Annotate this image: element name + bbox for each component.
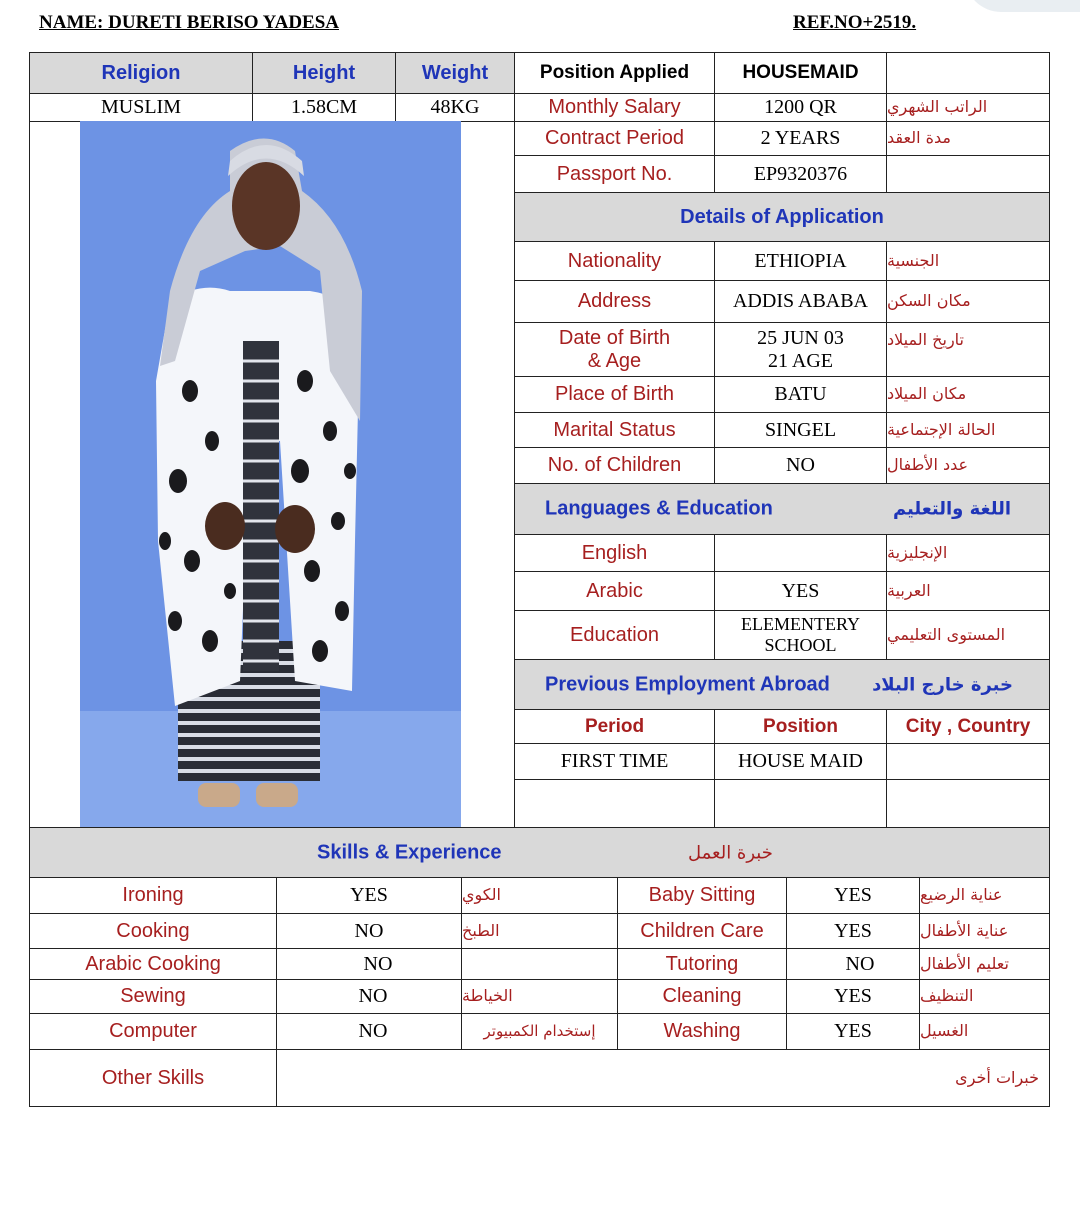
- address-label: Address: [514, 280, 715, 323]
- children-label: No. of Children: [514, 447, 715, 484]
- skill-tutoring-label: Tutoring: [617, 948, 787, 980]
- passport-label: Passport No.: [514, 155, 715, 193]
- arabic-value: YES: [714, 571, 887, 611]
- passport-arabic: [886, 155, 1050, 193]
- skill-ironing-label: Ironing: [29, 877, 277, 914]
- skill-baby-sitting-arabic: عناية الرضيع: [919, 877, 1050, 914]
- english-label: English: [514, 534, 715, 572]
- height-value: 1.58CM: [252, 93, 396, 122]
- contract-period-arabic: مدة العقد: [886, 121, 1050, 156]
- dob-label-line2: & Age: [587, 349, 642, 372]
- skill-arabic-cooking-value: NO: [276, 948, 462, 980]
- skill-cleaning-arabic: التنظيف: [919, 979, 1050, 1014]
- reference-number: REF.NO+2519.: [793, 12, 917, 33]
- skill-sewing-value: NO: [276, 979, 462, 1014]
- skill-children-care-label: Children Care: [617, 913, 787, 949]
- skill-sewing-arabic: الخياطة: [461, 979, 618, 1014]
- skill-arabic-cooking-label: Arabic Cooking: [29, 948, 277, 980]
- nationality-label: Nationality: [514, 241, 715, 281]
- education-school: SCHOOL: [764, 635, 837, 655]
- children-value: NO: [714, 447, 887, 484]
- education-value: [714, 610, 887, 660]
- skill-tutoring-value: NO: [786, 948, 920, 980]
- marital-status-value: SINGEL: [714, 412, 887, 448]
- employment-location-value: [886, 743, 1050, 780]
- skill-ironing-arabic: الكوي: [461, 877, 618, 914]
- monthly-salary-label: Monthly Salary: [514, 93, 715, 122]
- applicant-name: NAME: DURETI BERISO YADESA: [39, 12, 340, 33]
- skill-baby-sitting-value: YES: [786, 877, 920, 914]
- skills-section-title-arabic: خبرة العمل: [688, 842, 773, 863]
- dob-date: 25 JUN 03: [757, 326, 844, 349]
- applicant-photo: [80, 121, 461, 827]
- dob-value: [714, 322, 887, 377]
- skill-sewing-label: Sewing: [29, 979, 277, 1014]
- address-arabic: مكان السكن: [886, 280, 1050, 323]
- education-level: ELEMENTERY: [741, 614, 860, 635]
- skill-computer-value: NO: [276, 1013, 462, 1050]
- place-of-birth-arabic: مكان الميلاد: [886, 376, 1050, 413]
- employment-section-title: Previous Employment Abroad: [545, 673, 830, 695]
- skill-computer-label: Computer: [29, 1013, 277, 1050]
- nationality-arabic: الجنسية: [886, 241, 1050, 281]
- other-skills-arabic: خبرات أخرى: [955, 1067, 1039, 1087]
- address-value: ADDIS ABABA: [714, 280, 887, 323]
- skills-section-header: [29, 827, 1050, 878]
- skill-cleaning-value: YES: [786, 979, 920, 1014]
- skill-cooking-label: Cooking: [29, 913, 277, 949]
- children-arabic: عدد الأطفال: [886, 447, 1050, 484]
- details-section-title: Details of Application: [514, 192, 1050, 242]
- weight-label: Weight: [395, 52, 515, 94]
- employment-empty-cell: [714, 779, 887, 828]
- languages-section-title: Languages & Education: [545, 497, 773, 520]
- religion-value: MUSLIM: [29, 93, 253, 122]
- employment-section-title-arabic: خبرة خارج البلاد: [872, 674, 1013, 695]
- monthly-salary-value: 1200 QR: [714, 93, 887, 122]
- english-value: [714, 534, 887, 572]
- skill-cooking-value: NO: [276, 913, 462, 949]
- position-applied-label: Position Applied: [514, 52, 715, 94]
- other-skills-label: Other Skills: [29, 1049, 277, 1107]
- contract-period-value: 2 YEARS: [714, 121, 887, 156]
- passport-value: EP9320376: [714, 155, 887, 193]
- skill-cooking-arabic: الطبخ: [461, 913, 618, 949]
- skill-washing-label: Washing: [617, 1013, 787, 1050]
- corner-decoration: [965, 0, 1080, 12]
- marital-status-label: Marital Status: [514, 412, 715, 448]
- nationality-value: ETHIOPIA: [714, 241, 887, 281]
- skill-washing-arabic: الغسيل: [919, 1013, 1050, 1050]
- height-label: Height: [252, 52, 396, 94]
- english-arabic: الإنجليزية: [886, 534, 1050, 572]
- education-label: Education: [514, 610, 715, 660]
- dob-label-line1: Date of Birth: [558, 326, 671, 349]
- arabic-arabic: العربية: [886, 571, 1050, 611]
- employment-position-value: HOUSE MAID: [714, 743, 887, 780]
- skill-children-care-value: YES: [786, 913, 920, 949]
- position-applied-value: HOUSEMAID: [714, 52, 887, 94]
- dob-label: [514, 322, 715, 377]
- skill-computer-arabic: إستخدام الكمبيوتر: [461, 1013, 618, 1050]
- weight-value: 48KG: [395, 93, 515, 122]
- languages-section-title-arabic: اللغة والتعليم: [892, 498, 1011, 520]
- employment-period-value: FIRST TIME: [514, 743, 715, 780]
- arabic-label: Arabic: [514, 571, 715, 611]
- employment-empty-cell: [514, 779, 715, 828]
- skills-section-title: Skills & Experience: [317, 841, 502, 863]
- employment-empty-cell: [886, 779, 1050, 828]
- contract-period-label: Contract Period: [514, 121, 715, 156]
- city-country-column-header: City , Country: [886, 709, 1050, 744]
- skill-washing-value: YES: [786, 1013, 920, 1050]
- marital-status-arabic: الحالة الإجتماعية: [886, 412, 1050, 448]
- place-of-birth-value: BATU: [714, 376, 887, 413]
- other-skills-value-cell: [276, 1049, 1050, 1107]
- place-of-birth-label: Place of Birth: [514, 376, 715, 413]
- skill-arabic-cooking-arabic: [461, 948, 618, 980]
- dob-arabic: تاريخ الميلاد: [886, 322, 1050, 377]
- employment-section-header: [514, 659, 1050, 710]
- religion-label: Religion: [29, 52, 253, 94]
- position-column-header: Position: [714, 709, 887, 744]
- languages-section-header: [514, 483, 1050, 535]
- education-arabic: المستوى التعليمي: [886, 610, 1050, 660]
- position-empty-cell: [886, 52, 1050, 94]
- skill-cleaning-label: Cleaning: [617, 979, 787, 1014]
- skill-tutoring-arabic: تعليم الأطفال: [919, 948, 1050, 980]
- dob-age: 21 AGE: [768, 349, 833, 372]
- monthly-salary-arabic: الراتب الشهري: [886, 93, 1050, 122]
- skill-children-care-arabic: عناية الأطفال: [919, 913, 1050, 949]
- period-column-header: Period: [514, 709, 715, 744]
- skill-baby-sitting-label: Baby Sitting: [617, 877, 787, 914]
- skill-ironing-value: YES: [276, 877, 462, 914]
